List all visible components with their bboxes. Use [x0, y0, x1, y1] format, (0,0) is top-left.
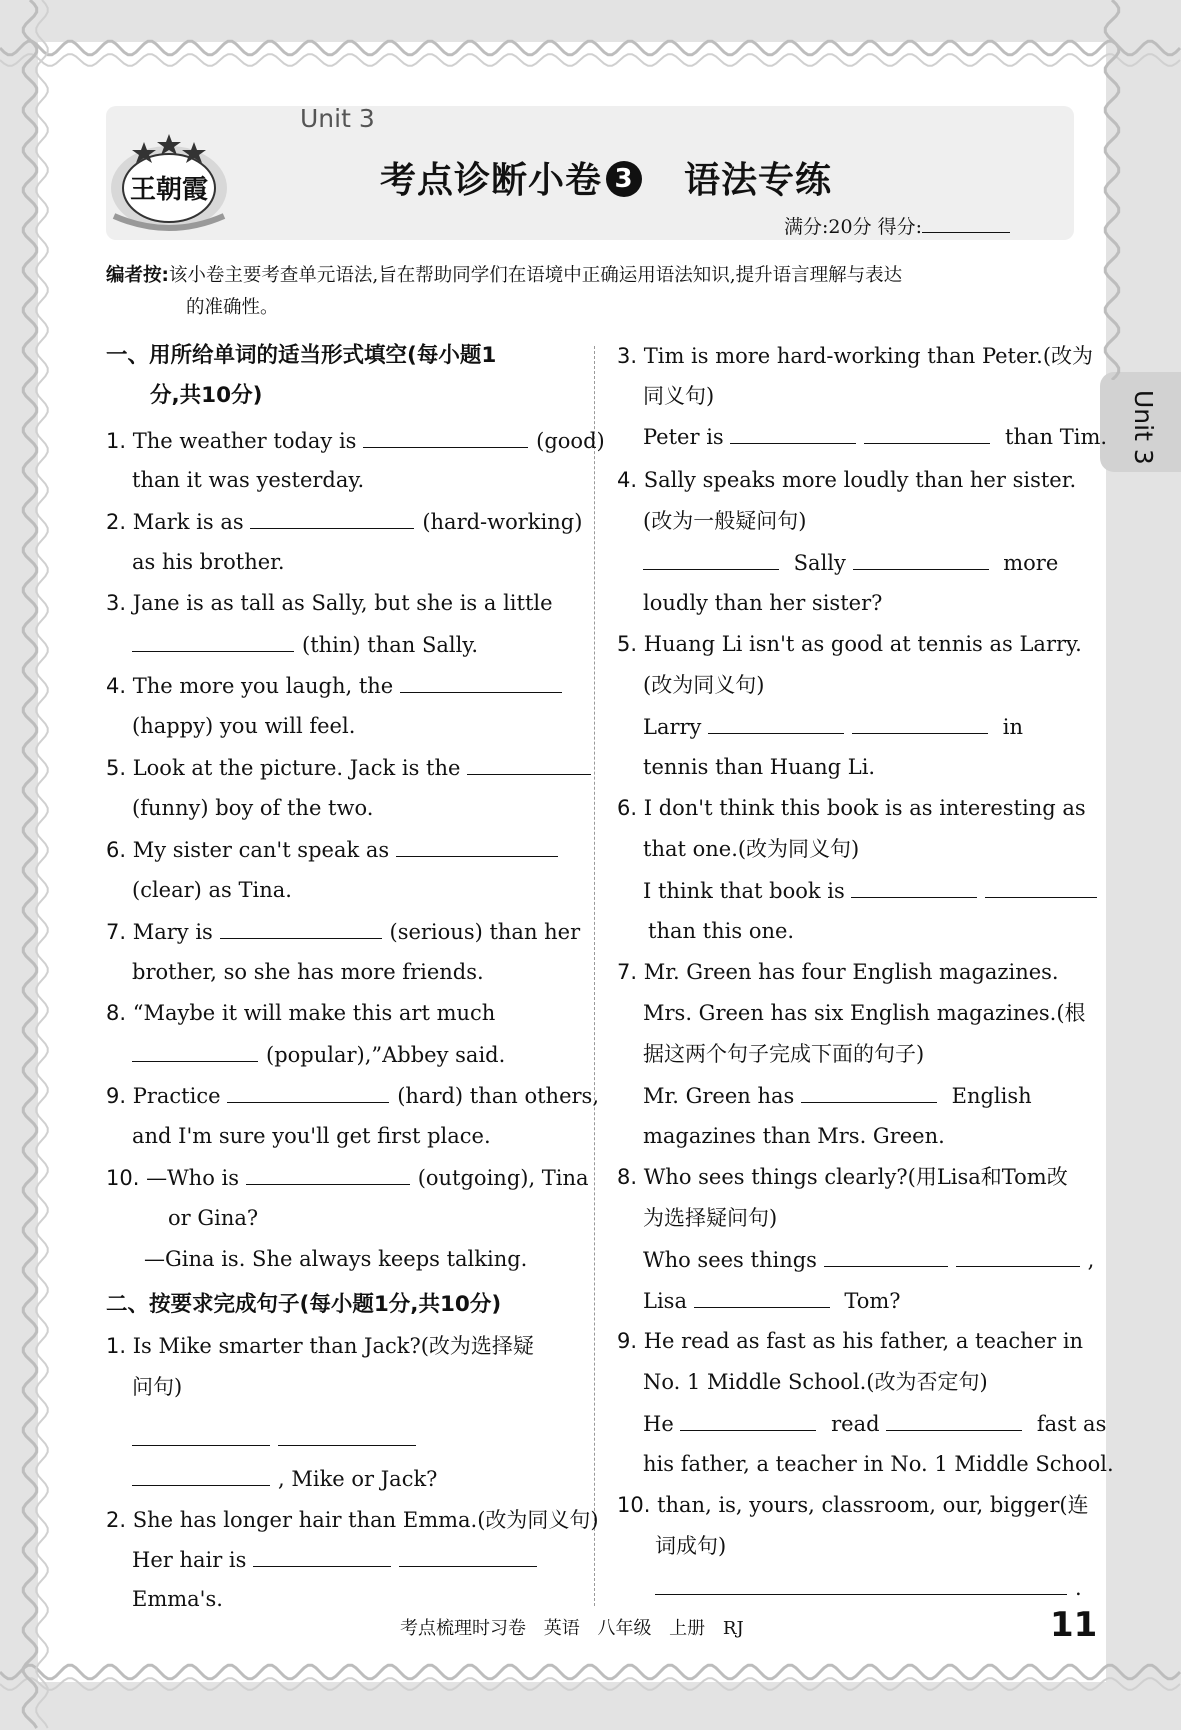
left-line — [168, 1205, 258, 1231]
left-line — [106, 508, 582, 535]
question-text: 二、按要求完成句子(每小题1分,共10分) — [106, 1292, 502, 1317]
right-line — [643, 549, 1058, 576]
question-text: loudly than her sister? — [643, 591, 883, 615]
right-line — [643, 1287, 901, 1314]
answer-blank[interactable] — [655, 1574, 1067, 1595]
question-number: 10. — [106, 1166, 147, 1190]
question-text: He read as fast as his father, a teacher in — [643, 1329, 1084, 1353]
answer-blank[interactable] — [227, 1082, 389, 1103]
question-number: 1. — [106, 429, 133, 453]
question-text: his father, a teacher in No. 1 Middle School. — [643, 1452, 1114, 1476]
question-number: 5. — [617, 632, 644, 656]
left-line — [132, 1374, 182, 1400]
left-line — [132, 877, 292, 903]
question-text: Lisa — [643, 1289, 694, 1313]
question-text: (outgoing), Tina — [417, 1166, 589, 1190]
question-text: (hard-working) — [422, 510, 583, 534]
question-text: than, is, yours, classroom, our, bigger(连 — [657, 1493, 1089, 1517]
right-line — [643, 590, 882, 616]
left-line — [144, 1246, 527, 1272]
right-line — [643, 877, 1105, 904]
question-text: —Who is — [146, 1166, 246, 1190]
score-blank[interactable] — [922, 214, 1010, 233]
answer-blank[interactable] — [250, 508, 414, 529]
right-line — [617, 795, 1086, 821]
question-text: I don't think this book is as interesting as — [643, 796, 1086, 820]
side-unit-tab: Unit 3 — [1100, 372, 1181, 472]
question-text: Sally speaks more loudly than her sister. — [643, 468, 1077, 492]
question-number: 9. — [617, 1329, 644, 1353]
left-line — [132, 1425, 424, 1452]
answer-blank[interactable] — [132, 631, 294, 652]
left-line — [132, 1586, 223, 1612]
bottom-wave-border — [0, 1650, 1181, 1730]
right-line — [643, 1205, 777, 1231]
question-text: 一、用所给单词的适当形式填空(每小题1 — [106, 343, 497, 368]
question-text: (hard) than others, — [397, 1084, 599, 1108]
question-number: 7. — [617, 960, 644, 984]
right-line — [643, 1082, 1032, 1109]
question-text: more — [996, 551, 1059, 575]
right-line — [617, 343, 1093, 369]
left-line — [132, 959, 484, 985]
left-line — [106, 1507, 599, 1533]
question-number: 9. — [106, 1084, 133, 1108]
question-text: fast as — [1030, 1412, 1107, 1436]
question-text: Jane is as tall as Sally, but she is a little — [132, 591, 553, 615]
question-text: than Tim. — [998, 425, 1108, 449]
question-text: or Gina? — [168, 1206, 259, 1230]
question-number: 3. — [106, 591, 133, 615]
question-number: 3. — [617, 344, 644, 368]
left-line — [132, 1546, 545, 1573]
left-line — [132, 1465, 437, 1492]
question-number: 8. — [617, 1165, 644, 1189]
question-number: 1. — [106, 1334, 133, 1358]
question-text: , — [1087, 1248, 1095, 1272]
answer-blank[interactable] — [400, 672, 562, 693]
question-text: Her hair is — [132, 1548, 254, 1572]
title-number-badge: 3 — [606, 161, 642, 197]
question-text: as his brother. — [132, 550, 285, 574]
right-wave-border — [1090, 0, 1150, 380]
left-line — [150, 383, 262, 409]
column-divider — [594, 346, 595, 1606]
left-line — [106, 754, 599, 781]
question-text: tennis than Huang Li. — [643, 755, 876, 779]
question-text: than it was yesterday. — [132, 468, 365, 492]
right-line — [617, 1328, 1083, 1354]
left-line — [132, 795, 373, 821]
answer-blank[interactable] — [396, 836, 558, 857]
question-text: Peter is — [643, 425, 731, 449]
question-text: 问句) — [132, 1375, 183, 1399]
question-text: 据这两个句子完成下面的句子) — [643, 1042, 925, 1066]
question-number: 2. — [106, 510, 133, 534]
answer-blank[interactable] — [253, 1546, 391, 1567]
answer-blank[interactable] — [985, 877, 1097, 898]
right-line — [643, 836, 859, 862]
question-text: (clear) as Tina. — [132, 878, 292, 902]
question-text: —Gina is. She always keeps talking. — [144, 1247, 528, 1271]
right-line — [617, 959, 1059, 985]
answer-blank[interactable] — [730, 423, 856, 444]
answer-blank[interactable] — [886, 1410, 1022, 1431]
answer-blank[interactable] — [694, 1287, 830, 1308]
question-text: read — [824, 1412, 887, 1436]
question-text: . — [1075, 1576, 1082, 1600]
title-suffix: 语法专练 — [684, 160, 833, 201]
question-text: brother, so she has more friends. — [132, 960, 484, 984]
right-line — [643, 383, 714, 409]
right-line — [655, 1574, 1082, 1601]
question-text: She has longer hair than Emma.(改为同义句) — [132, 1508, 599, 1532]
answer-blank[interactable] — [801, 1082, 937, 1103]
left-line — [106, 1000, 495, 1026]
answer-blank[interactable] — [132, 1465, 270, 1486]
editor-note-label: 编者按: — [106, 265, 169, 286]
left-line — [106, 672, 570, 699]
left-line — [106, 343, 496, 369]
right-line — [617, 1492, 1089, 1518]
question-text: “Maybe it will make this art much — [132, 1001, 496, 1025]
question-text: that one.(改为同义句) — [643, 837, 860, 861]
left-line — [106, 1082, 599, 1109]
left-line — [106, 1333, 534, 1359]
answer-blank[interactable] — [399, 1546, 537, 1567]
question-text: (funny) boy of the two. — [132, 796, 374, 820]
answer-blank[interactable] — [467, 754, 591, 775]
right-line — [643, 672, 764, 698]
question-text: magazines than Mrs. Green. — [643, 1124, 945, 1148]
right-line — [643, 1123, 945, 1149]
right-line — [643, 1041, 924, 1067]
answer-blank[interactable] — [246, 1164, 410, 1185]
right-line — [643, 1246, 1094, 1273]
editor-note — [106, 260, 1078, 324]
question-text: 同义句) — [643, 384, 715, 408]
right-line — [643, 1369, 988, 1395]
title-prefix: 考点诊断小卷 — [380, 160, 603, 201]
right-line — [643, 423, 1107, 450]
editor-note-line1: 该小卷主要考查单元语法,旨在帮助同学们在语境中正确运用语法知识,提升语言理解与表达 — [168, 265, 903, 286]
answer-blank[interactable] — [852, 713, 988, 734]
page-title — [380, 152, 832, 203]
question-text: Mr. Green has four English magazines. — [643, 960, 1059, 984]
question-text: (改为一般疑问句) — [643, 509, 807, 533]
answer-blank[interactable] — [132, 1425, 270, 1446]
question-number: 6. — [617, 796, 644, 820]
answer-blank[interactable] — [132, 1041, 258, 1062]
unit-tag: Unit 3 — [300, 104, 375, 133]
question-text: Larry — [643, 715, 709, 739]
question-text: than this one. — [648, 919, 795, 943]
question-number: 4. — [617, 468, 644, 492]
question-text: (good) — [536, 429, 605, 453]
answer-blank[interactable] — [680, 1410, 816, 1431]
publisher-logo-emblem — [104, 120, 234, 240]
question-text: Huang Li isn't as good at tennis as Larry. — [643, 632, 1082, 656]
question-text: I think that book is — [643, 879, 852, 903]
question-text: Look at the picture. Jack is the — [132, 756, 468, 780]
left-line — [132, 1123, 491, 1149]
question-text: Mrs. Green has six English magazines.(根 — [643, 1001, 1086, 1025]
answer-blank[interactable] — [851, 877, 977, 898]
right-line — [648, 918, 794, 944]
question-text: No. 1 Middle School.(改为否定句) — [643, 1370, 988, 1394]
question-number: 5. — [106, 756, 133, 780]
question-number: 2. — [106, 1508, 133, 1532]
question-text: My sister can't speak as — [132, 838, 396, 862]
right-line — [655, 1533, 726, 1559]
score-line: 满分:20分 得分: — [784, 212, 1010, 239]
left-line — [132, 549, 285, 575]
question-text: Who sees things — [643, 1248, 824, 1272]
question-text: Is Mike smarter than Jack?(改为选择疑 — [132, 1334, 534, 1358]
question-text: Tim is more hard-working than Peter.(改为 — [643, 344, 1094, 368]
left-line — [106, 1164, 589, 1191]
question-text: 为选择疑问句) — [643, 1206, 778, 1230]
left-line — [106, 918, 580, 945]
question-text: Tom? — [837, 1289, 901, 1313]
right-line — [617, 467, 1076, 493]
left-wave-border — [0, 0, 60, 1730]
question-text: Who sees things clearly?(用Lisa和Tom改 — [643, 1165, 1068, 1189]
left-line — [106, 427, 605, 454]
left-line — [132, 1041, 505, 1068]
top-wave-border — [0, 0, 1181, 80]
question-text: in — [996, 715, 1024, 739]
question-text: Mary is — [132, 920, 220, 944]
question-text: and I'm sure you'll get first place. — [132, 1124, 491, 1148]
question-number: 8. — [106, 1001, 133, 1025]
answer-blank[interactable] — [643, 549, 779, 570]
answer-blank[interactable] — [708, 713, 844, 734]
question-text: English — [944, 1084, 1032, 1108]
footer-text: 考点梳理时习卷 英语 八年级 上册 RJ — [400, 1618, 744, 1639]
question-text: Practice — [132, 1084, 228, 1108]
question-text: The more you laugh, the — [132, 674, 400, 698]
question-number: 10. — [617, 1493, 658, 1517]
answer-blank[interactable] — [956, 1246, 1080, 1267]
left-line — [132, 631, 478, 658]
left-line — [106, 836, 566, 863]
question-text: 分,共10分) — [150, 383, 263, 408]
question-text: , Mike or Jack? — [278, 1467, 438, 1491]
question-text: Emma's. — [132, 1587, 223, 1611]
question-text: Sally — [787, 551, 853, 575]
left-line — [106, 590, 553, 616]
question-text: (改为同义句) — [643, 673, 765, 697]
answer-blank[interactable] — [220, 918, 382, 939]
question-text: (serious) than her — [389, 920, 581, 944]
question-text: (popular),”Abbey said. — [266, 1043, 506, 1067]
left-line — [106, 1292, 501, 1318]
question-text: 词成句) — [655, 1534, 727, 1558]
question-text: (thin) than Sally. — [302, 633, 479, 657]
question-text: Mark is as — [132, 510, 251, 534]
editor-note-line2: 的准确性。 — [186, 297, 279, 318]
right-line — [643, 508, 806, 534]
question-number: 4. — [106, 674, 133, 698]
question-text: He — [643, 1412, 681, 1436]
question-number: 7. — [106, 920, 133, 944]
question-text: The weather today is — [132, 429, 364, 453]
question-text: (happy) you will feel. — [132, 714, 356, 738]
answer-blank[interactable] — [363, 427, 528, 448]
page-number: 11 — [1050, 1605, 1098, 1645]
svg-text:王朝霞: 王朝霞 — [129, 175, 209, 205]
right-line — [643, 1410, 1106, 1437]
right-line — [643, 713, 1023, 740]
question-text: Mr. Green has — [643, 1084, 801, 1108]
left-line — [132, 713, 355, 739]
answer-blank[interactable] — [824, 1246, 948, 1267]
answer-blank[interactable] — [853, 549, 989, 570]
right-line — [617, 631, 1082, 657]
answer-blank[interactable] — [278, 1425, 416, 1446]
answer-blank[interactable] — [864, 423, 990, 444]
right-line — [617, 1164, 1068, 1190]
question-number: 6. — [106, 838, 133, 862]
right-line — [643, 754, 875, 780]
left-line — [132, 467, 364, 493]
right-line — [643, 1000, 1086, 1026]
right-line — [643, 1451, 1114, 1477]
